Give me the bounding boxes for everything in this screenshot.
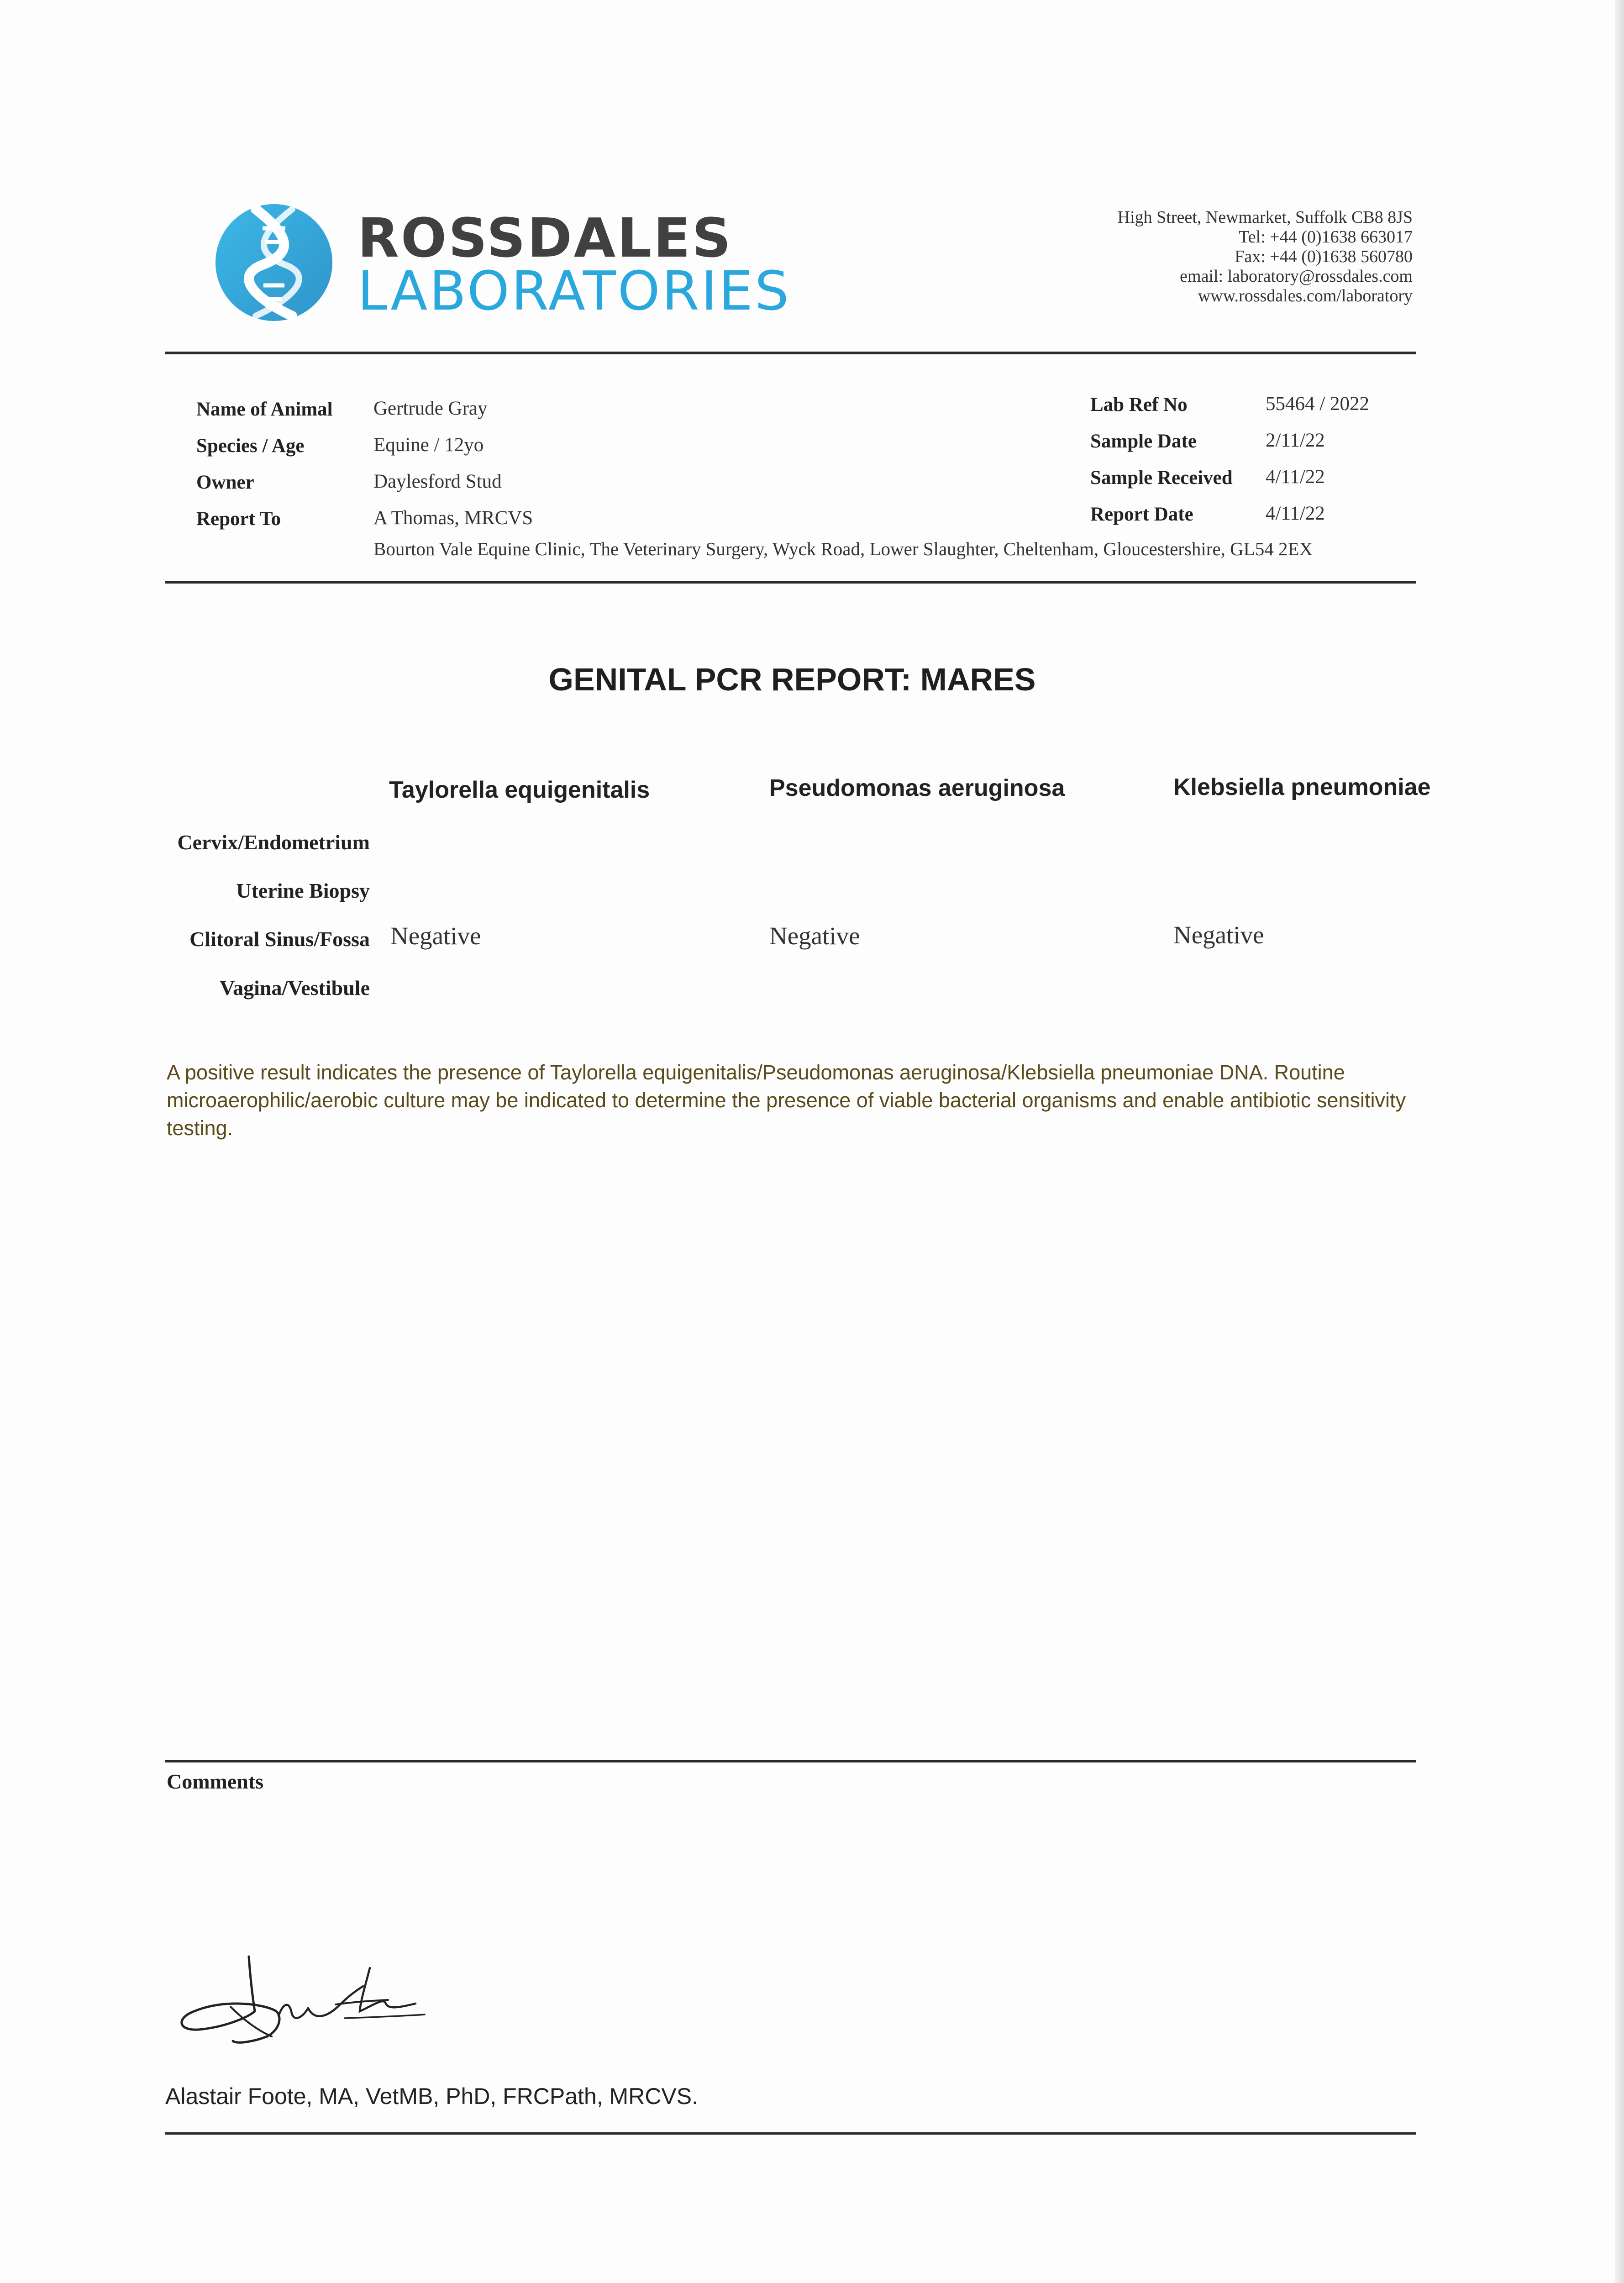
row-label-cervix-endometrium: Cervix/Endometrium bbox=[177, 831, 370, 854]
column-header-taylorella: Taylorella equigenitalis bbox=[389, 777, 650, 803]
row-label-clitoral-sinus-fossa: Clitoral Sinus/Fossa bbox=[189, 927, 370, 951]
header-divider bbox=[165, 352, 1416, 354]
value-owner: Daylesford Stud bbox=[373, 471, 502, 492]
lab-address-block bbox=[1002, 208, 1413, 306]
clinic-address: Bourton Vale Equine Clinic, The Veterinary Surgery, Wyck Road, Lower Slaughter, Cheltenham, Gloucestershire, GL54 2EX bbox=[373, 538, 1313, 559]
result-clitoral-pseudomonas: Negative bbox=[769, 922, 860, 950]
value-name-of-animal: Gertrude Gray bbox=[373, 398, 488, 419]
lab-tel: Tel: +44 (0)1638 663017 bbox=[1239, 227, 1413, 247]
footer-divider bbox=[165, 2132, 1416, 2135]
scan-edge-shadow bbox=[1615, 0, 1624, 2283]
row-label-uterine-biopsy: Uterine Biopsy bbox=[236, 879, 370, 902]
value-lab-ref-no: 55464 / 2022 bbox=[1266, 393, 1369, 415]
label-lab-ref-no: Lab Ref No bbox=[1090, 394, 1188, 416]
comments-label: Comments bbox=[167, 1770, 264, 1793]
label-report-date: Report Date bbox=[1090, 504, 1193, 525]
label-report-to: Report To bbox=[196, 508, 281, 530]
lab-address: High Street, Newmarket, Suffolk CB8 8JS bbox=[1117, 208, 1413, 227]
dna-helix-icon bbox=[212, 201, 336, 324]
result-interpretation-note: A positive result indicates the presence of Taylorella equigenitalis/Pseudomonas aeruginosa/Klebsiella pneumoniae DNA. Routine microaerophilic/aerobic culture may be indicated to determine the presence of viable bacterial organisms and enable antibiotic sensitivity testing. bbox=[167, 1061, 1406, 1140]
row-label-vagina-vestibule: Vagina/Vestibule bbox=[220, 976, 370, 999]
value-report-date: 4/11/22 bbox=[1266, 503, 1325, 524]
lab-fax: Fax: +44 (0)1638 560780 bbox=[1235, 247, 1413, 266]
logo-word-laboratories: LABORATORIES bbox=[357, 259, 791, 322]
result-clitoral-klebsiella: Negative bbox=[1173, 921, 1264, 949]
value-sample-received: 4/11/22 bbox=[1266, 466, 1325, 488]
value-species-age: Equine / 12yo bbox=[373, 434, 484, 456]
label-sample-date: Sample Date bbox=[1090, 431, 1197, 452]
comments-divider bbox=[165, 1760, 1416, 1762]
column-header-klebsiella: Klebsiella pneumoniae bbox=[1173, 774, 1431, 800]
label-species-age: Species / Age bbox=[196, 435, 305, 457]
lab-email: email: laboratory@rossdales.com bbox=[1180, 267, 1413, 286]
logo-word-rossdales: ROSSDALES bbox=[357, 206, 733, 269]
report-title: GENITAL PCR REPORT: MARES bbox=[548, 662, 1036, 697]
lab-website: www.rossdales.com/laboratory bbox=[1198, 286, 1413, 305]
label-sample-received: Sample Received bbox=[1090, 467, 1233, 489]
signature-image bbox=[169, 1950, 489, 2059]
value-sample-date: 2/11/22 bbox=[1266, 430, 1325, 451]
value-report-to: A Thomas, MRCVS bbox=[373, 507, 533, 529]
signatory-name: Alastair Foote, MA, VetMB, PhD, FRCPath, MRCVS. bbox=[165, 2083, 699, 2109]
result-clitoral-taylorella: Negative bbox=[390, 922, 481, 950]
column-header-pseudomonas: Pseudomonas aeruginosa bbox=[769, 775, 1065, 801]
label-name-of-animal: Name of Animal bbox=[196, 399, 333, 420]
info-divider bbox=[165, 581, 1416, 584]
label-owner: Owner bbox=[196, 472, 254, 493]
